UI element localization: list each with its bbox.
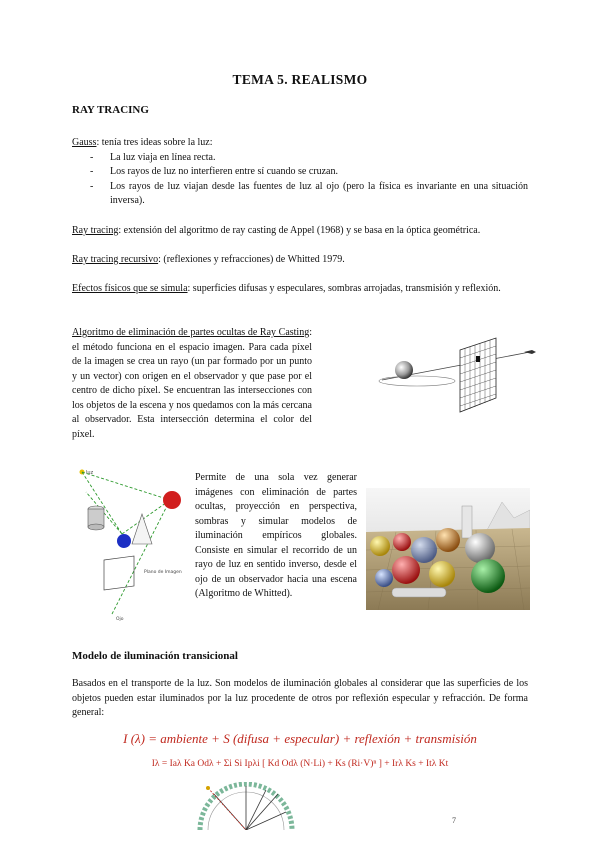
gauss-intro: : tenía tres ideas sobre la luz: [96, 137, 213, 148]
image-plane-label: Plano de Imagen [144, 570, 182, 575]
ray-tracing-recursive-text: : (reflexiones y refracciones) de Whitted 1979. [158, 254, 345, 265]
list-item: - La luz viaja en línea recta. [72, 151, 528, 166]
list-item: - Los rayos de luz no interfieren entre sí cuando se cruzan. [72, 165, 528, 180]
light-label: luz [86, 470, 94, 476]
eye-icon [524, 350, 536, 354]
ray-tracing-paragraph [72, 224, 528, 239]
image-plane-icon [104, 556, 134, 590]
whitted-diagram [72, 464, 190, 624]
transitional-heading: Modelo de iluminación transicional [72, 650, 238, 662]
cone-icon [132, 514, 152, 544]
effects-paragraph [72, 282, 528, 297]
ray-tracing-recursive-label: Ray tracing recursivo [72, 254, 159, 265]
algorithm-paragraph [72, 326, 312, 442]
algorithm-label: Algoritmo de eliminación de partes ocultas de Ray Casting [72, 327, 310, 338]
ray-tracing-text: : extensión del algoritmo de ray casting de Appel (1968) y se basa en la óptica geométrica. [118, 225, 481, 236]
rendered-scene-image [366, 488, 530, 610]
effects-label: Efectos físicos que se simula [72, 283, 188, 294]
ray-tracing-label: Ray tracing [72, 225, 119, 236]
ray-casting-figure [372, 332, 542, 417]
equation-detail: Iλ = Iaλ Ka Odλ + Σi Si Ipλi [ Kd Odλ (N·Li) + Ks (Ri·V)ⁿ ] + Irλ Ks + Itλ Kt [151, 759, 449, 769]
algorithm-text: : el método funciona en el espacio imagen. Para cada píxel de la imagen se crea un rayo (un par formado por un punto y un vector) con origen en el observador y que pase por el centro de dicho píxel. Se encuentran las intersecciones con los objetos de la escena y nos quedamos con la más cercana al observador. Esta intersección determina el color del píxel. [72, 327, 312, 440]
gauss-paragraph [72, 136, 528, 209]
gauss-list [72, 151, 528, 209]
transitional-paragraph: Basados en el transporte de la luz. Son modelos de iluminación globales al considerar que las superficies de los objetos pueden estar iluminados por la luz procedente de otros por reflexión especular y refracción. De forma general: [72, 678, 528, 718]
equation-main: I (λ) = ambiente + S (difusa + especular) + reflexión + transmisión [123, 731, 477, 746]
eye-label: Ojo [116, 617, 124, 622]
effects-text: : superficies difusas y especulares, sombras arrojadas, transmisión y reflexión. [187, 283, 501, 294]
blue-sphere-icon [117, 534, 131, 548]
gauss-label: Gauss [72, 137, 97, 148]
page-title: TEMA 5. REALISMO [232, 72, 368, 87]
page-number: 7 [452, 816, 456, 825]
sphere-icon [395, 361, 413, 379]
section-heading: RAY TRACING [72, 104, 149, 116]
list-item: - Los rayos de luz viajan desde las fuentes de luz al ojo (pero la física es invariante en una situación inversa). [72, 180, 528, 209]
ray-tracing-recursive-paragraph [72, 253, 528, 268]
permits-paragraph: Permite de una sola vez generar imágenes con eliminación de partes ocultas, proyección en perspectiva, sombras y simular modelos de iluminación empíricos globales. Consiste en simular el recorrido de un rayo de luz en sentido inverso, desde el ojo de un observador hacia una escena (Algoritmo de Whitted). [195, 472, 357, 599]
hemisphere-diagram [196, 782, 296, 830]
red-sphere-icon [163, 491, 181, 509]
cylinder-icon [88, 506, 104, 530]
pixel-grid [460, 338, 496, 412]
light-source-icon [206, 786, 210, 790]
